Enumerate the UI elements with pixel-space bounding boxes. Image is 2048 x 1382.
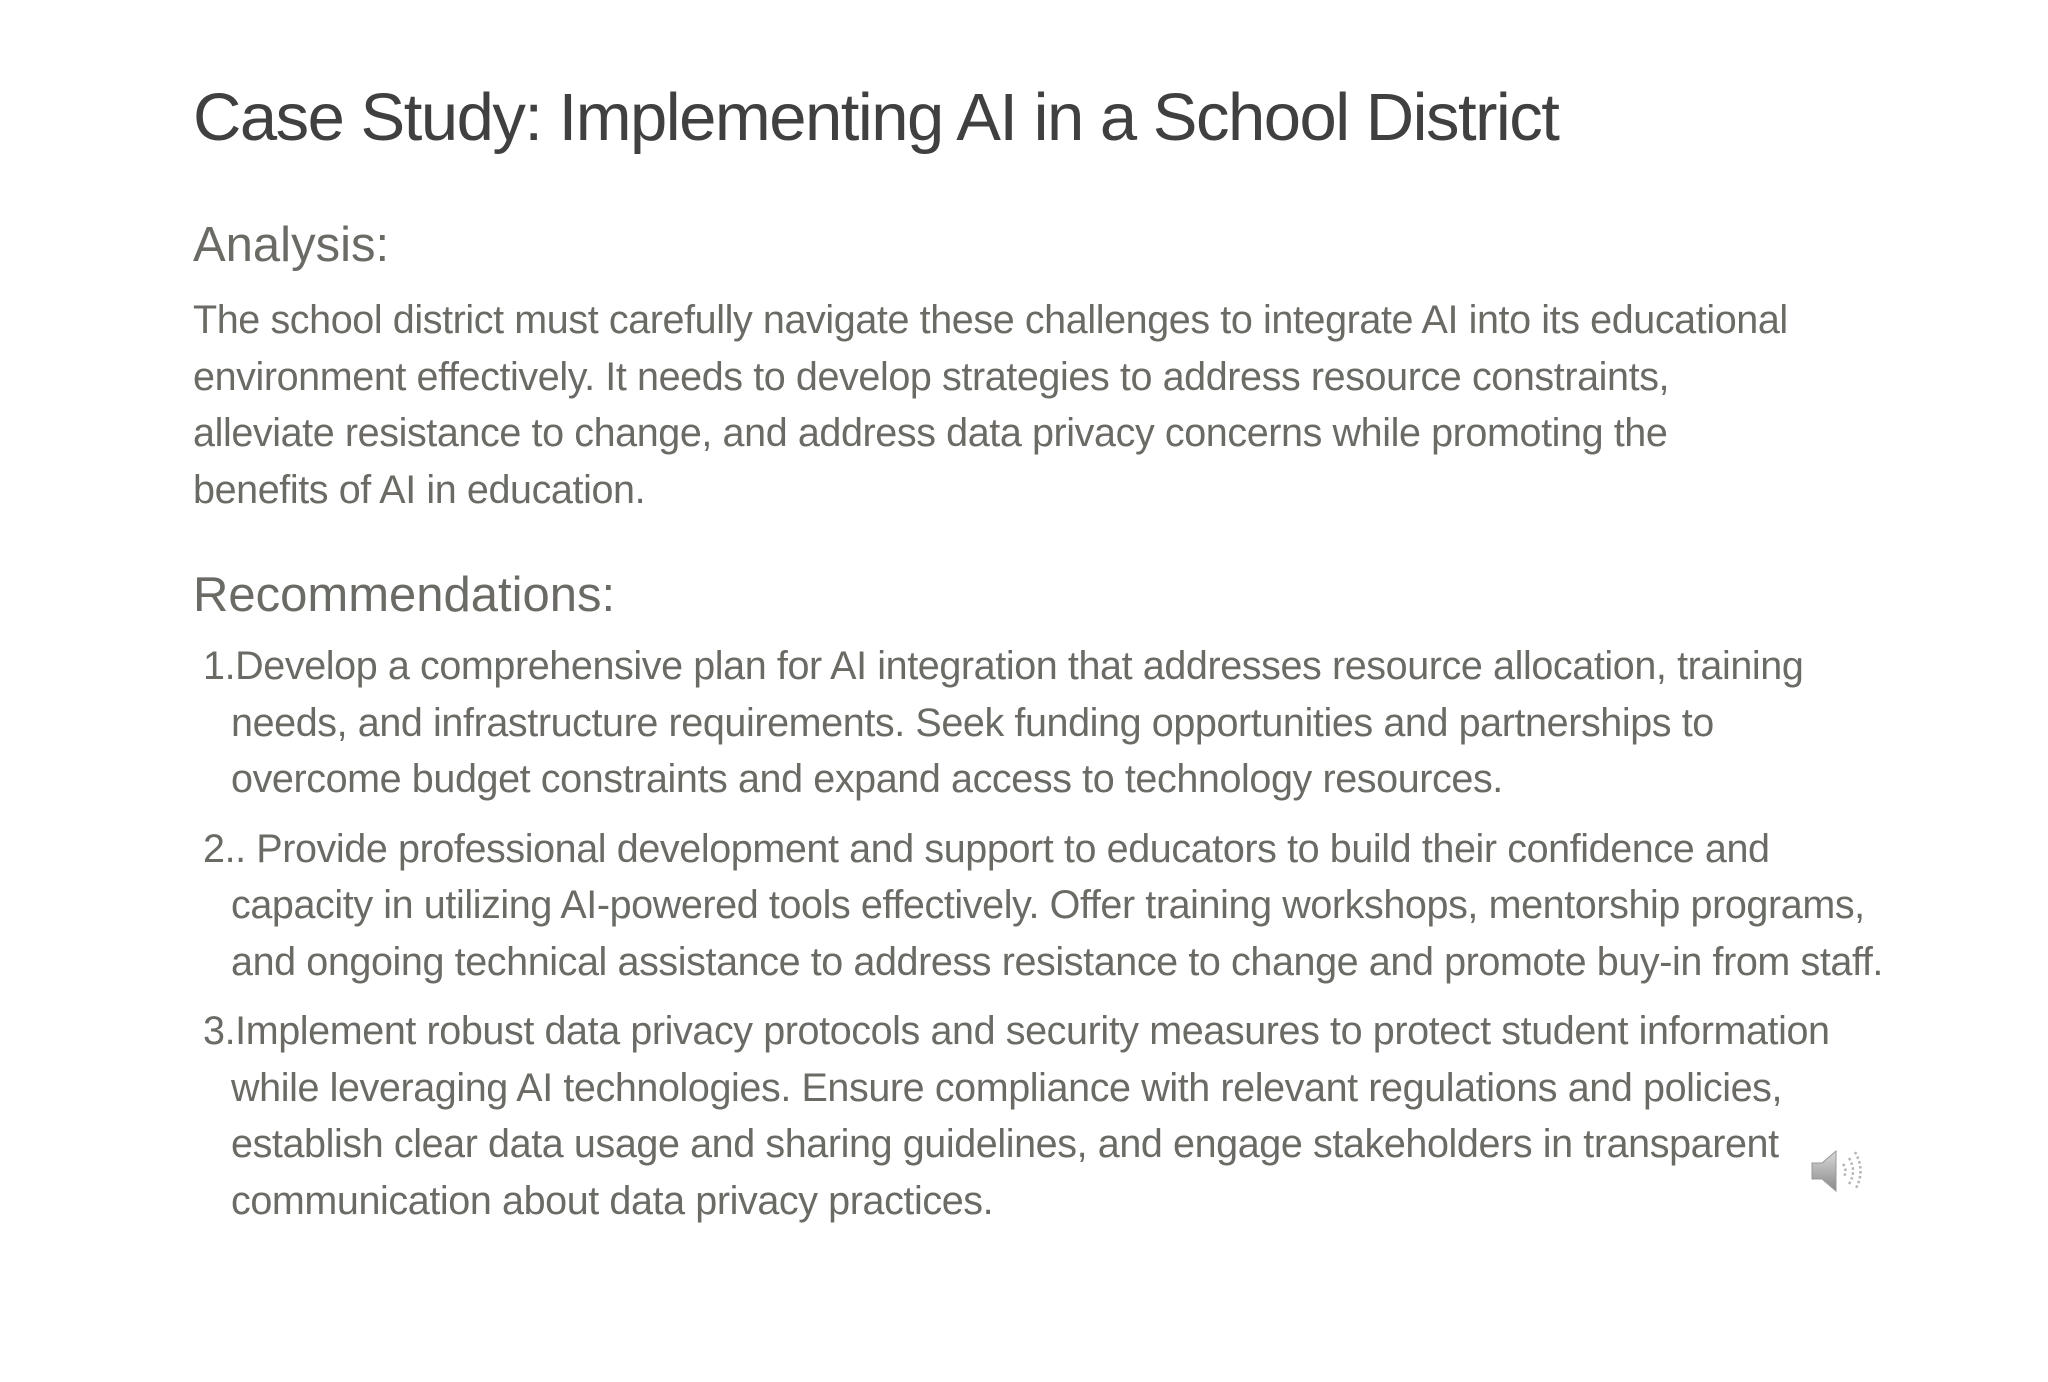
speaker-icon[interactable] xyxy=(1806,1140,1868,1202)
recommendation-text: Implement robust data privacy protocols and security measures to protect student information while leveraging AI technologies. Ensure compliance with relevant regulations and policies, establish clear data usage and sharing guidelines, and engage stakeholders in transparent communication about data privacy practices. xyxy=(231,1009,1830,1223)
recommendation-text: Develop a comprehensive plan for AI integration that addresses resource allocation, training needs, and infrastructure requirements. Seek funding opportunities and partnerships to overcome budget constraints and expand access to technology resources. xyxy=(231,644,1804,801)
analysis-paragraph: The school district must carefully navigate these challenges to integrate AI into its educational environment effectively. It needs to develop strategies to address resource constraints, alleviate resistance to change, and address data privacy concerns while promoting the benefits of AI in education. xyxy=(193,298,1788,512)
slide-title: Case Study: Implementing AI in a School District xyxy=(193,80,1559,155)
recommendation-number: 1. xyxy=(203,644,236,688)
recommendations-heading: Recommendations: xyxy=(193,568,616,622)
recommendation-text: Provide professional development and support to educators to build their confidence and capacity in utilizing AI-powered tools effectively. Offer training workshops, mentorship programs, and ongoing technical assistance to address resistance to change and promote buy-in from staff. xyxy=(231,826,1883,984)
recommendation-item-1 xyxy=(203,638,1883,808)
recommendation-number: 2.. xyxy=(203,826,246,871)
analysis-heading: Analysis: xyxy=(193,218,390,272)
recommendations-list xyxy=(203,638,1883,1242)
recommendation-item-3 xyxy=(203,1003,1883,1229)
recommendation-item-2 xyxy=(203,821,1883,991)
recommendation-number: 3. xyxy=(203,1009,236,1053)
